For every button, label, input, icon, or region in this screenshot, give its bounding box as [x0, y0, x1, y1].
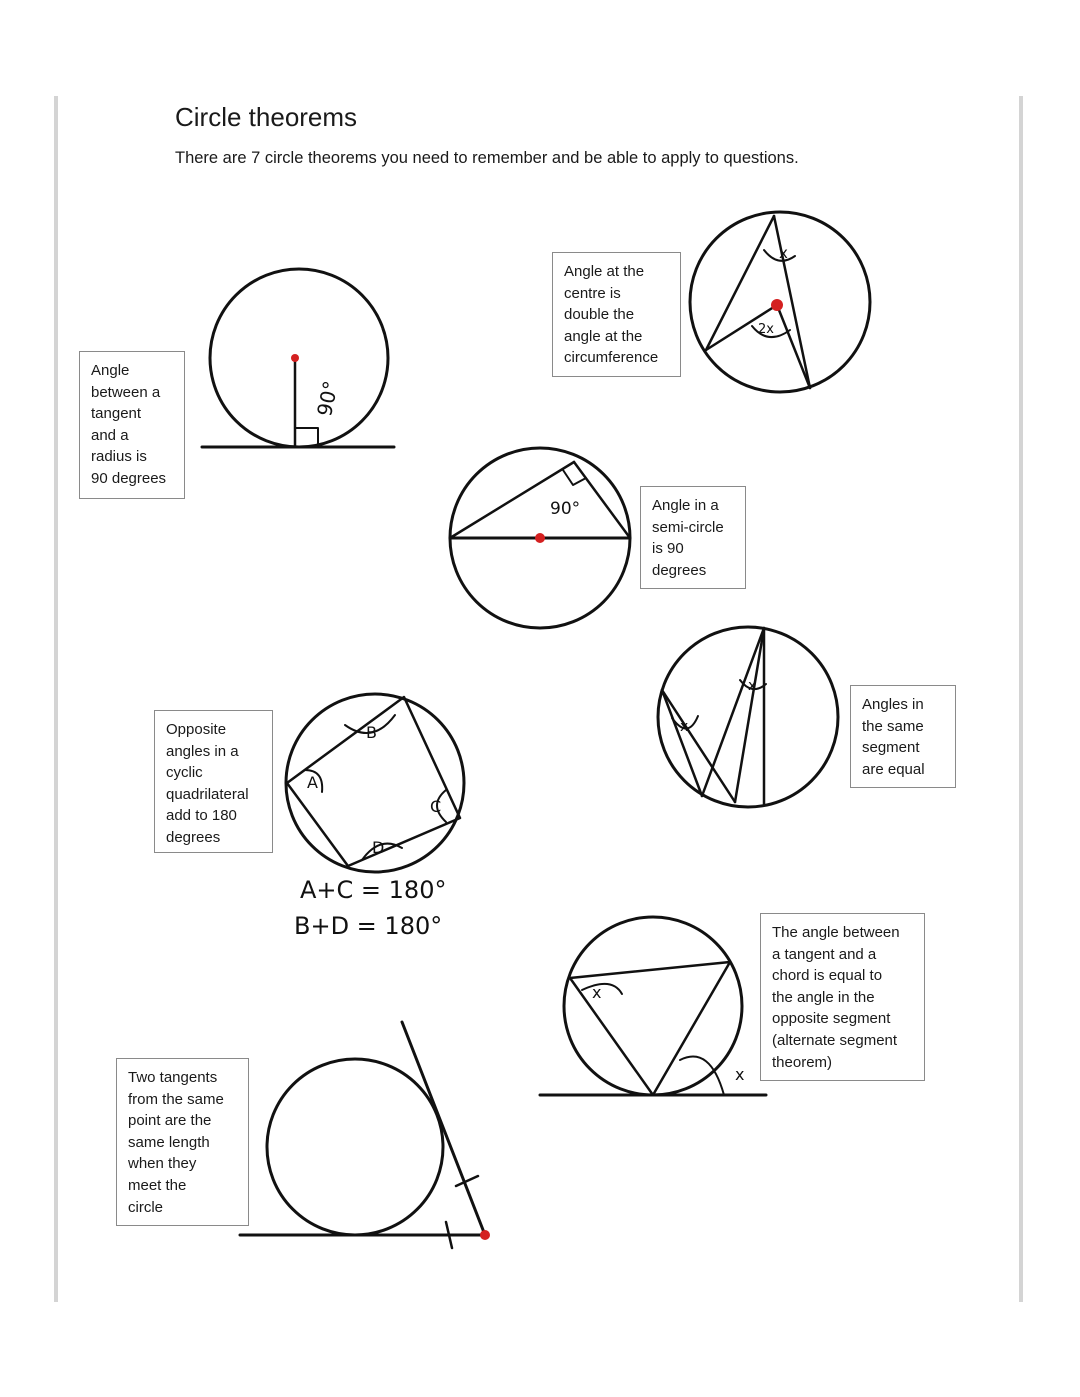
- label-line: the angle in the: [772, 988, 875, 1006]
- label-line: from the same: [128, 1090, 224, 1108]
- label-line: segment: [862, 739, 920, 757]
- diagram-alternate-segment: [540, 917, 766, 1095]
- label-line: angle at the: [564, 327, 643, 345]
- label-line: point are the: [128, 1112, 212, 1130]
- angle-label-a: A: [307, 773, 318, 792]
- label-line: radius is: [91, 448, 147, 466]
- label-line: angles in a: [166, 742, 239, 760]
- angle-label-c: C: [430, 797, 442, 816]
- angle-label-90: 90°: [312, 378, 344, 419]
- label-line: Angle at the: [564, 263, 645, 280]
- label-line: Angle: [91, 362, 130, 379]
- label-line: circumference: [564, 349, 659, 367]
- angle-label-x: x: [735, 1065, 745, 1084]
- label-line: double the: [564, 306, 635, 324]
- label-line: add to 180: [166, 807, 237, 825]
- angle-label-90: 90°: [550, 499, 581, 519]
- label-line: are equal: [862, 760, 925, 778]
- angle-arc: [582, 984, 622, 994]
- label-line: and a: [91, 426, 129, 444]
- label-line: 90 degrees: [91, 469, 167, 487]
- chord: [702, 628, 764, 796]
- label-line: degrees: [166, 828, 221, 846]
- equal-length-mark: [456, 1176, 478, 1186]
- label-line: Angle in a: [652, 497, 719, 514]
- label-line: tangent: [91, 405, 142, 423]
- label-line: chord is equal to: [772, 967, 883, 985]
- radius: [777, 305, 810, 388]
- equation-b-d: B+D = 180°: [294, 912, 443, 940]
- angle-label-x: x: [680, 719, 689, 735]
- diagram-same-segment: [658, 627, 838, 807]
- centre-dot: [291, 354, 299, 362]
- centre-dot: [535, 533, 545, 543]
- label-line: degrees: [652, 561, 707, 579]
- label-line: is 90: [652, 540, 684, 558]
- label-line: circle: [128, 1198, 164, 1216]
- diagram-two-tangents: [240, 1022, 490, 1248]
- page-subtitle: There are 7 circle theorems you need to remember and be able to apply to questions.: [175, 149, 799, 167]
- label-line: semi-circle: [652, 518, 724, 536]
- circle: [267, 1059, 443, 1235]
- angle-label-x: x: [592, 983, 602, 1002]
- label-line: The angle between: [772, 924, 900, 941]
- angle-label-x: x: [779, 244, 788, 262]
- equation-a-c: A+C = 180°: [300, 876, 447, 904]
- right-angle-mark: [295, 428, 318, 446]
- label-line: between a: [91, 383, 161, 401]
- label-line: Opposite: [166, 721, 227, 738]
- meeting-point-dot: [480, 1230, 490, 1240]
- label-line: meet the: [128, 1176, 187, 1194]
- diagram-semicircle: [450, 448, 630, 628]
- diagram-cyclic-quadrilateral: [286, 694, 464, 940]
- angle-label-d: D: [372, 838, 385, 857]
- diagram-tangent-radius: [202, 269, 394, 447]
- label-line: Two tangents: [128, 1069, 218, 1086]
- label-line: (alternate segment: [772, 1031, 898, 1049]
- label-line: theorem): [772, 1053, 833, 1071]
- label-line: a tangent and a: [772, 945, 877, 963]
- label-line: centre is: [564, 284, 621, 302]
- label-line: the same: [862, 717, 924, 735]
- angle-label-x: x: [748, 678, 757, 694]
- centre-dot: [771, 299, 783, 311]
- label-line: Angles in: [862, 696, 924, 713]
- label-line: same length: [128, 1133, 210, 1151]
- angle-label-b: B: [366, 723, 377, 742]
- chord: [735, 628, 764, 802]
- diagram-centre-circumference: [690, 212, 870, 392]
- label-line: when they: [128, 1155, 197, 1173]
- triangle: [570, 962, 730, 1095]
- tangent-line: [402, 1022, 485, 1235]
- label-line: cyclic: [166, 764, 203, 782]
- label-line: opposite segment: [772, 1010, 891, 1028]
- label-line: quadrilateral: [166, 785, 249, 803]
- page-title: Circle theorems: [175, 102, 358, 132]
- angle-label-2x: 2x: [758, 322, 774, 337]
